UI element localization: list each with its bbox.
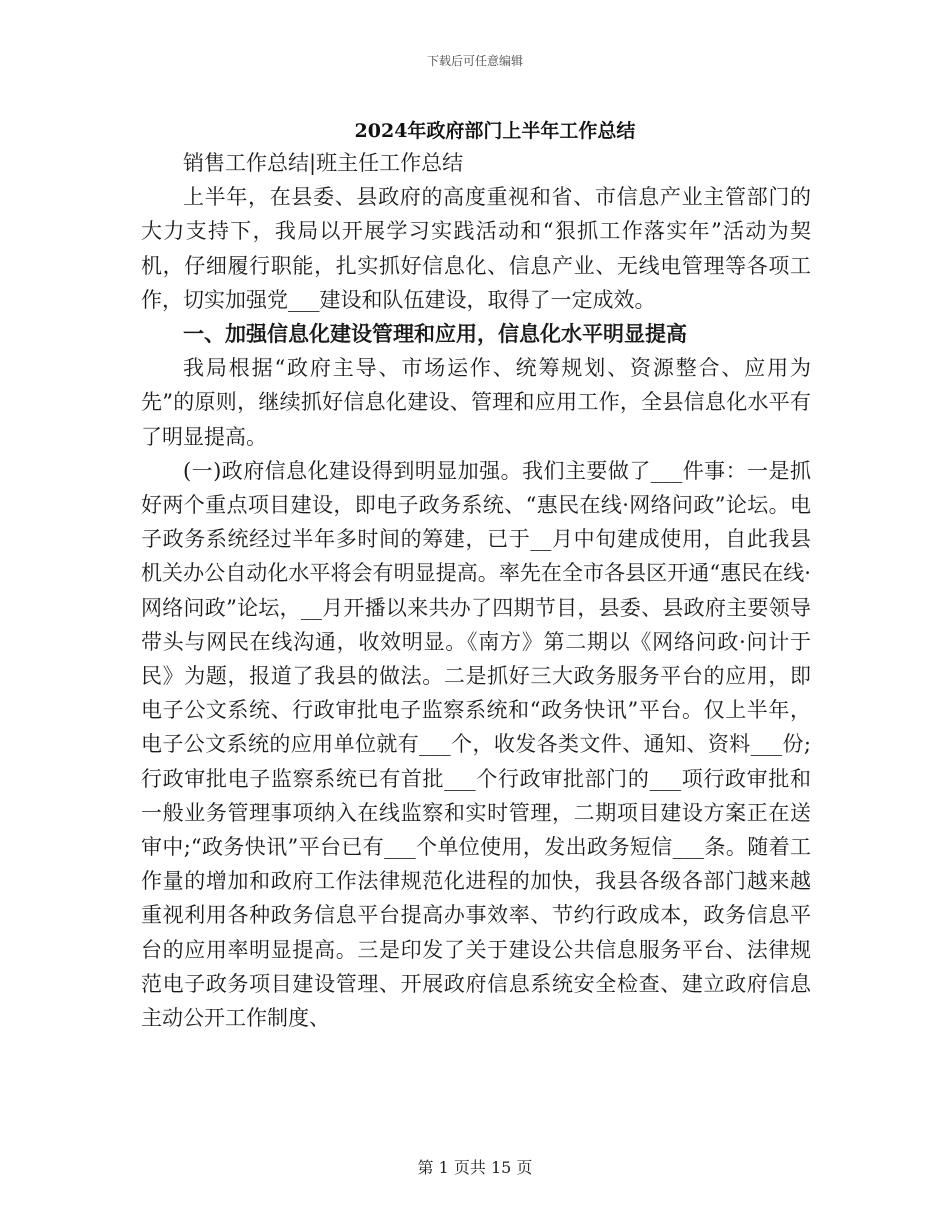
page-header-note: 下载后可任意编辑	[426, 54, 523, 68]
document-body	[141, 146, 811, 1035]
section-heading-1: 一、加强信息化建设管理和应用，信息化水平明显提高	[183, 321, 687, 347]
subtitle-line: 销售工作总结|班主任工作总结	[183, 151, 464, 175]
section-1-paragraph: 我局根据“政府主导、市场运作、统筹规划、资源整合、应用为先”的原则，继续抓好信息化建设、管理和应用工作，全县信息化水平有了明显提高。	[141, 356, 811, 449]
document-title: 2024年政府部门上半年工作总结	[354, 120, 636, 142]
page-number-footer: 第 1 页共 15 页	[417, 1158, 533, 1177]
intro-paragraph: 上半年，在县委、县政府的高度重视和省、市信息产业主管部门的大力支持下，我局以开展学习实践活动和“狠抓工作落实年”活动为契机，仔细履行职能，扎实抓好信息化、信息产业、无线电管理等各项工作，切实加强党___建设和队伍建设，取得了一定成效。	[141, 185, 811, 312]
subsection-1-paragraph: (一)政府信息化建设得到明显加强。我们主要做了___件事：一是抓好两个重点项目建设，即电子政务系统、“惠民在线·网络问政”论坛。电子政务系统经过半年多时间的筹建，已于__月中旬建成使用，自此我县机关办公自动化水平将会有明显提高。率先在全市各县区开通“惠民在线·网络问政”论坛，__月开播以来共办了四期节目，县委、县政府主要领导带头与网民在线沟通，收效明显。《南方》第二期以《网络问政·问计于民》为题，报道了我县的做法。二是抓好三大政务服务平台的应用，即电子公文系统、行政审批电子监察系统和“政务快讯”平台。仅上半年，电子公文系统的应用单位就有___个，收发各类文件、通知、资料___份;行政审批电子监察系统已有首批___个行政审批部门的___项行政审批和一般业务管理事项纳入在线监察和实时管理，二期项目建设方案正在送审中;“政务快讯”平台已有___个单位使用，发出政务短信___条。随着工作量的增加和政府工作法律规范化进程的加快，我县各级各部门越来越重视利用各种政务信息平台提高办事效率、节约行政成本，政务信息平台的应用率明显提高。三是印发了关于建设公共信息服务平台、法律规范电子政务项目建设管理、开展政府信息系统安全检查、建立政府信息主动公开工作制度、	[141, 458, 811, 1031]
